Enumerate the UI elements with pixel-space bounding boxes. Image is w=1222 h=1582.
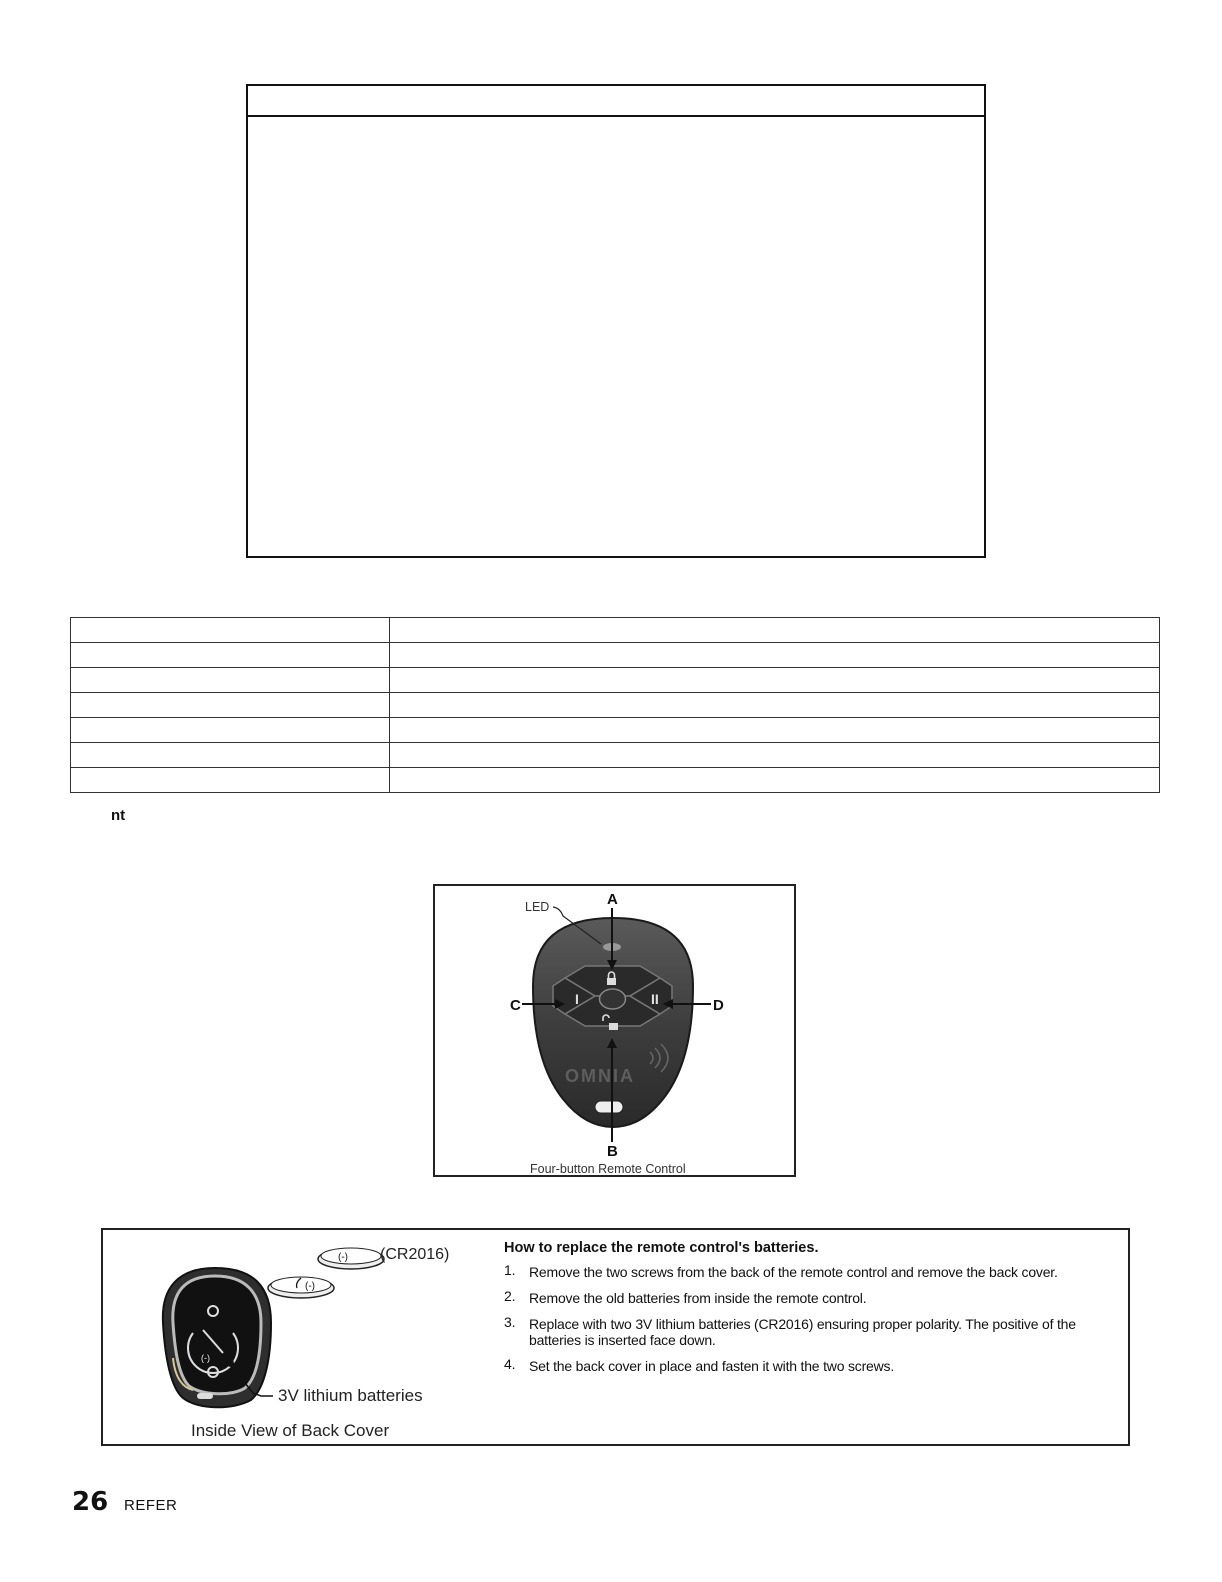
brand-logo: OMNIA bbox=[565, 1066, 635, 1086]
led-callout: LED bbox=[525, 900, 550, 914]
callout-c: C bbox=[510, 997, 521, 1014]
table-row bbox=[71, 643, 1160, 668]
battery-label: 3V lithium batteries bbox=[278, 1386, 423, 1405]
remote-control-illustration bbox=[435, 886, 794, 1175]
table-row bbox=[71, 743, 1160, 768]
callout-a: A bbox=[607, 891, 618, 908]
callout-b: B bbox=[607, 1143, 618, 1160]
callout-d: D bbox=[713, 997, 724, 1014]
key-ring-slot bbox=[595, 1101, 623, 1113]
empty-table bbox=[70, 617, 1160, 793]
page-number: 26 bbox=[72, 1487, 109, 1517]
center-knob bbox=[600, 989, 626, 1009]
battery-symbol-1: (-) bbox=[338, 1252, 348, 1263]
top-frame-box bbox=[246, 84, 986, 558]
section-name: REFER bbox=[124, 1497, 178, 1514]
table-row bbox=[71, 668, 1160, 693]
instructions-title: How to replace the remote control's batteries. bbox=[504, 1240, 819, 1256]
list-item: 4. Set the back cover in place and fasten it with the two screws. bbox=[504, 1356, 895, 1374]
table-row bbox=[71, 618, 1160, 643]
battery-model: (CR2016) bbox=[380, 1246, 450, 1263]
back-cover-illustration bbox=[153, 1238, 553, 1443]
back-cover-polarity: (-) bbox=[201, 1353, 210, 1363]
list-item: 1. Remove the two screws from the back of the remote control and remove the back cover. bbox=[504, 1262, 1058, 1280]
remote-control-figure bbox=[433, 884, 796, 1177]
list-item: 2. Remove the old batteries from inside the remote control. bbox=[504, 1288, 867, 1306]
list-item: 3. Replace with two 3V lithium batteries (CR2016) ensuring proper polarity. The positive of the batteries is inserted face down. bbox=[504, 1314, 1076, 1348]
battery-instructions bbox=[504, 1240, 1124, 1384]
button-c-symbol: I bbox=[575, 991, 579, 1007]
footnote-fragment: nt bbox=[111, 807, 126, 824]
table-row bbox=[71, 718, 1160, 743]
back-cover-caption: Inside View of Back Cover bbox=[191, 1421, 390, 1440]
button-d-symbol: II bbox=[651, 991, 659, 1007]
instructions-list bbox=[504, 1264, 1124, 1374]
table-row bbox=[71, 693, 1160, 718]
remote-figure-caption: Four-button Remote Control bbox=[530, 1162, 686, 1175]
table-row bbox=[71, 768, 1160, 793]
battery-symbol-2: (-) bbox=[305, 1281, 315, 1292]
top-frame-header bbox=[248, 86, 984, 117]
